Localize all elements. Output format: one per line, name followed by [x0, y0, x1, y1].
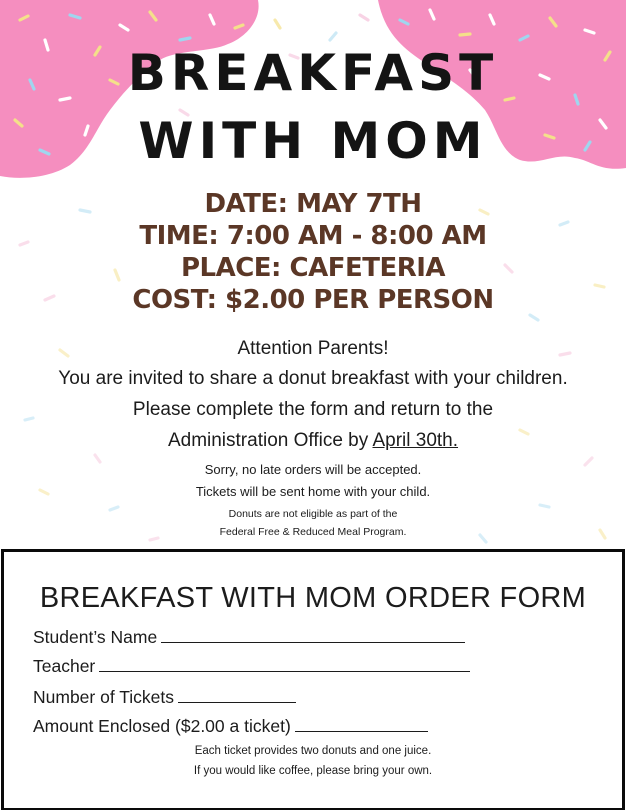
event-time: TIME: 7:00 AM - 8:00 AM — [139, 221, 487, 251]
flyer-title-line-2: WITH MOM — [138, 112, 488, 170]
event-date: DATE: MAY 7TH — [204, 189, 422, 219]
flyer-title-line-1: BREAKFAST — [127, 44, 499, 102]
return-deadline-line — [0, 430, 626, 452]
event-place: PLACE: CAFETERIA — [180, 253, 446, 283]
order-form-title: BREAKFAST WITH MOM ORDER FORM — [39, 582, 587, 614]
deadline-date: April 30th. — [372, 430, 459, 451]
amount-enclosed-blank[interactable] — [295, 715, 428, 732]
tickets-home-note: Tickets will be sent home with your child. — [195, 484, 431, 499]
student-name-field[interactable] — [33, 626, 465, 648]
office-text: Administration Office by — [167, 430, 373, 451]
event-cost: COST: $2.00 PER PERSON — [132, 285, 494, 315]
teacher-field[interactable] — [33, 655, 470, 677]
order-form — [1, 549, 625, 810]
student-name-blank[interactable] — [161, 626, 465, 643]
amount-enclosed-label: Amount Enclosed ($2.00 a ticket) — [33, 716, 291, 736]
invitation-text: You are invited to share a donut breakfast with your children. — [58, 368, 568, 389]
teacher-label: Teacher — [33, 656, 96, 676]
teacher-blank[interactable] — [99, 655, 470, 672]
no-late-orders-note: Sorry, no late orders will be accepted. — [204, 462, 422, 477]
return-instruction: Please complete the form and return to the — [132, 399, 494, 420]
student-name-label: Student’s Name — [33, 627, 158, 647]
amount-enclosed-field[interactable] — [33, 715, 428, 737]
number-of-tickets-blank[interactable] — [178, 686, 296, 703]
number-of-tickets-label: Number of Tickets — [33, 687, 175, 707]
event-details — [0, 188, 626, 316]
not-eligible-note: Donuts are not eligible as part of the — [228, 508, 398, 520]
attention-heading: Attention Parents! — [237, 338, 389, 359]
meal-program-note: Federal Free & Reduced Meal Program. — [219, 526, 407, 538]
ticket-contents-note: Each ticket provides two donuts and one juice. — [194, 745, 432, 757]
coffee-note: If you would like coffee, please bring your own. — [193, 765, 433, 777]
number-of-tickets-field[interactable] — [33, 686, 296, 708]
